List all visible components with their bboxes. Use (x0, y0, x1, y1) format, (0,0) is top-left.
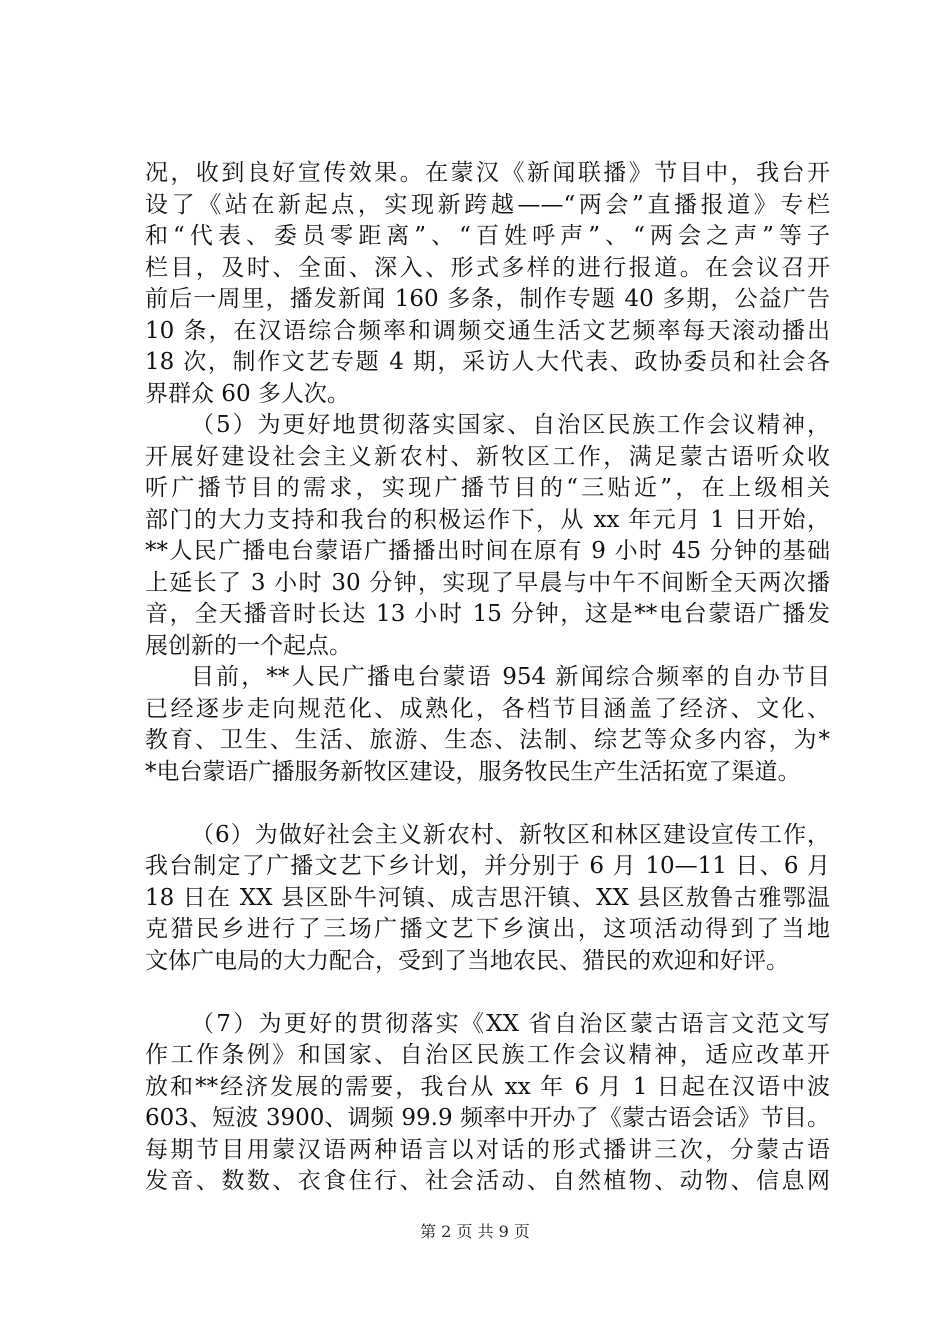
text-line: 况，收到良好宣传效果。在蒙汉《新闻联播》节目中，我台开 (145, 160, 830, 186)
text-line: 开展好建设社会主义新农村、新牧区工作，满足蒙古语听众收 (145, 443, 830, 470)
text-line: 教育、卫生、生活、旅游、生态、法制、综艺等众多内容，为* (145, 727, 830, 753)
paragraph-gap (145, 788, 830, 820)
text-line: 已经逐步走向规范化、成熟化，各档节目涵盖了经济、文化、 (145, 695, 830, 722)
text-line: 设了《站在新起点，实现新跨越——“两会”直播报道》专栏 (145, 191, 830, 218)
text-line: 每期节目用蒙汉语两种语言以对话的形式播讲三次，分蒙古语 (145, 1136, 830, 1163)
text-line: 听广播节目的需求，实现广播节目的“三贴近”，在上级相关 (145, 475, 830, 501)
paragraph-current-status (145, 662, 830, 788)
text-line: 作工作条例》和国家、自治区民族工作会议精神，适应改革开 (145, 1042, 830, 1068)
text-line: 发音、数数、衣食住行、社会活动、自然植物、动物、信息网 (145, 1168, 830, 1194)
text-line: 上延长了 3 小时 30 分钟，实现了早晨与中午不间断全天两次播 (145, 569, 830, 596)
text-line: 目前，**人民广播电台蒙语 954 新闻综合频率的自办节目 (191, 664, 830, 690)
text-line: 18 次，制作文艺专题 4 期，采访人大代表、政协委员和社会各 (145, 349, 830, 375)
text-line: 放和**经济发展的需要，我台从 xx 年 6 月 1 日起在汉语中波 (145, 1073, 830, 1100)
text-line: 18 日在 XX 县区卧牛河镇、成吉思汗镇、XX 县区敖鲁古雅鄂温 (145, 884, 830, 911)
paragraph-item-6 (145, 820, 830, 978)
paragraph-continuation (145, 158, 830, 410)
text-line: 和“代表、委员零距离”、“百姓呼声”、“两会之声”等子 (145, 223, 830, 249)
text-line: （7）为更好的贯彻落实《XX 省自治区蒙古语言文范文写 (191, 1010, 830, 1037)
text-line: 文体广电局的大力配合，受到了当地农民、猎民的欢迎和好评。 (145, 947, 789, 974)
text-line: 界群众 60 多人次。 (145, 380, 350, 407)
text-line: 10 条，在汉语综合频率和调频交通生活文艺频率每天滚动播出 (145, 317, 830, 344)
text-line: 我台制定了广播文艺下乡计划，并分别于 6 月 10—11 日、6 月 (145, 853, 830, 879)
paragraph-item-7 (145, 1009, 830, 1198)
text-line: 栏目，及时、全面、深入、形式多样的进行报道。在会议召开 (145, 254, 830, 281)
text-line: **人民广播电台蒙语广播播出时间在原有 9 小时 45 分钟的基础 (145, 538, 830, 564)
text-line: 前后一周里，播发新闻 160 多条，制作专题 40 多期，公益广告 (145, 286, 830, 312)
text-line: 603、短波 3900、调频 99.9 频率中开办了《蒙古语会话》节目。 (145, 1105, 830, 1131)
text-line: *电台蒙语广播服务新牧区建设，服务牧民生产生活拓宽了渠道。 (145, 758, 801, 785)
text-line: 音，全天播音时长达 13 小时 15 分钟，这是**电台蒙语广播发 (145, 601, 830, 627)
text-line: 展创新的一个起点。 (145, 632, 352, 659)
document-body (145, 158, 830, 1198)
text-line: （5）为更好地贯彻落实国家、自治区民族工作会议精神， (191, 412, 830, 438)
text-line: 克猎民乡进行了三场广播文艺下乡演出，这项活动得到了当地 (145, 916, 830, 942)
page-footer: 第 2 页 共 9 页 (420, 1222, 530, 1241)
paragraph-item-5 (145, 410, 830, 662)
text-line: 部门的大力支持和我台的积极运作下，从 xx 年元月 1 日开始， (145, 506, 830, 533)
text-line: （6）为做好社会主义新农村、新牧区和林区建设宣传工作， (191, 821, 830, 848)
paragraph-gap (145, 977, 830, 1009)
